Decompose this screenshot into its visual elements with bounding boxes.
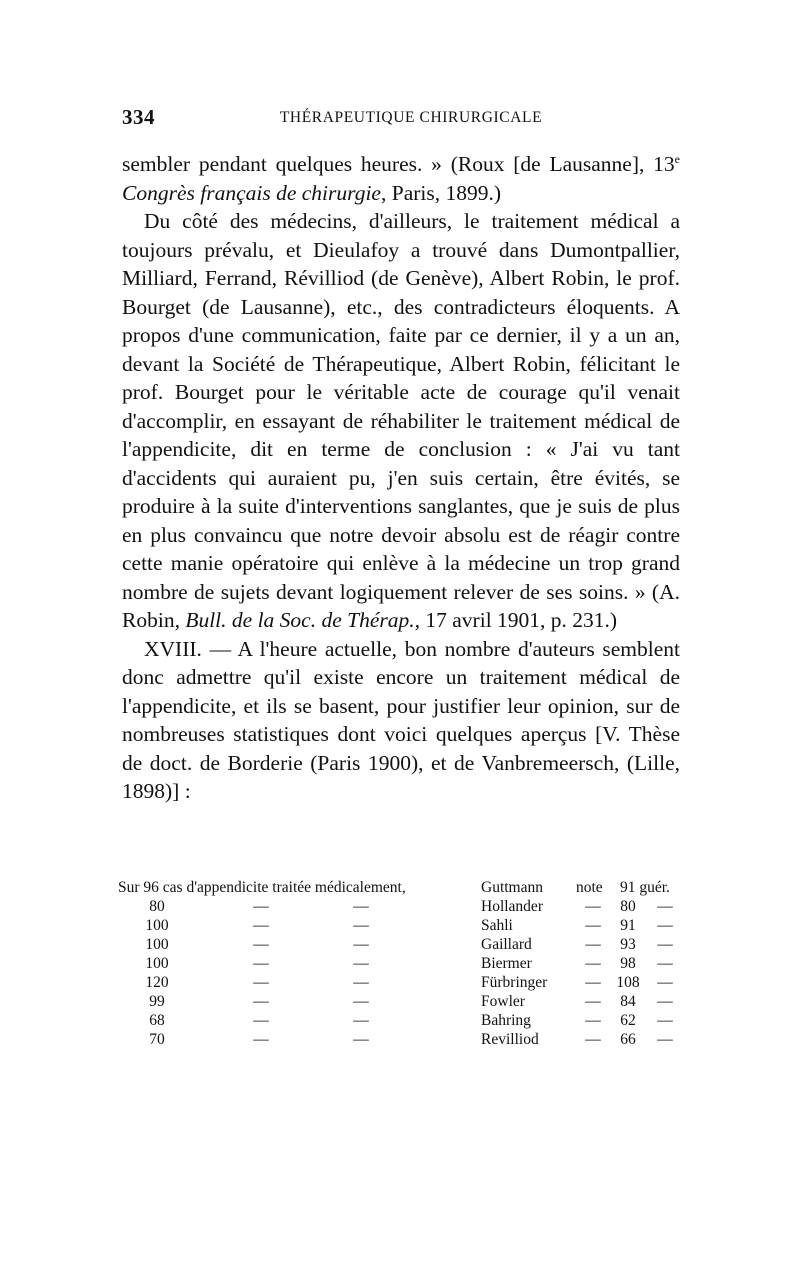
ditto-mark: — bbox=[585, 917, 601, 934]
table-row bbox=[118, 1030, 683, 1049]
row-count: 100 bbox=[145, 955, 169, 972]
running-head: THÉRAPEUTIQUE CHIRURGICALE bbox=[279, 109, 543, 126]
paragraph-1-end: , Paris, 1899.) bbox=[380, 180, 502, 205]
ditto-mark: — bbox=[585, 974, 601, 991]
row-count: 99 bbox=[149, 993, 165, 1010]
ditto-mark: — bbox=[657, 955, 673, 972]
ditto-mark: — bbox=[657, 898, 673, 915]
row-author: Revilliod bbox=[481, 1031, 539, 1048]
ditto-mark: — bbox=[585, 1031, 601, 1048]
row-author: Hollander bbox=[481, 898, 543, 915]
ditto-mark: — bbox=[657, 1012, 673, 1029]
row-author: Bahring bbox=[481, 1012, 531, 1029]
paragraph-1-text: sembler pendant quelques heures. » (Roux [de Lausanne], 13 bbox=[122, 152, 675, 176]
ditto-mark: — bbox=[253, 974, 269, 991]
congress-title: Congrès français de chirurgie bbox=[122, 180, 381, 205]
ditto-mark: — bbox=[657, 917, 673, 934]
ditto-mark: — bbox=[657, 974, 673, 991]
table-header-row bbox=[118, 878, 683, 897]
ditto-mark: — bbox=[585, 955, 601, 972]
table-header-left: Sur 96 cas d'appendicite traitée médicalement, bbox=[118, 879, 406, 896]
ditto-mark: — bbox=[353, 955, 369, 972]
row-author: Fürbringer bbox=[481, 974, 548, 991]
row-cured: 108 bbox=[616, 974, 640, 991]
ordinal-superscript: e bbox=[674, 151, 680, 166]
ditto-mark: — bbox=[353, 917, 369, 934]
ditto-mark: — bbox=[253, 898, 269, 915]
row-cured: 62 bbox=[620, 1012, 636, 1029]
paragraph-2-end: , 17 avril 1901, p. 231.) bbox=[414, 608, 618, 632]
row-count: 100 bbox=[145, 936, 169, 953]
ditto-mark: — bbox=[585, 936, 601, 953]
table-header-author: Guttmann bbox=[481, 879, 543, 896]
row-author: Gaillard bbox=[481, 936, 532, 953]
row-count: 68 bbox=[149, 1012, 165, 1029]
ditto-mark: — bbox=[657, 993, 673, 1010]
table-row bbox=[118, 1011, 683, 1030]
ditto-mark: — bbox=[253, 955, 269, 972]
paragraph-2-text: Du côté des médecins, d'ailleurs, le traitement médical a toujours prévalu, et Dieulafoy a trouvé dans Dumontpallier, Milliard, Ferrand, Révilliod (de Genève), Albert Robin, le prof. Bourget (de Lausanne), etc., des contradicteurs éloquents. A propos d'une communication, faite par ce dernier, il y a un an, devant la Société de Thérapeutique, Albert Robin, félicitant le prof. Bourget pour le véritable acte de courage qu'il venait d'accomplir, en essayant de réhabiliter le traitement médical de l'appendicite, dit en terme de conclusion : « J'ai vu tant d'accidents qui auraient pu, j'en suis certain, être évités, se produire à la suite d'interventions sanglantes, que je suis de plus en plus convaincu que notre devoir absolu est de réagir contre cette manie opératoire qui enlève à la médecine un trop grand nombre de sujets devant logiquement relever de ses soins. » (A. Robin, bbox=[122, 209, 680, 632]
ditto-mark: — bbox=[253, 917, 269, 934]
row-count: 70 bbox=[149, 1031, 165, 1048]
row-author: Biermer bbox=[481, 955, 532, 972]
row-cured: 93 bbox=[620, 936, 636, 953]
ditto-mark: — bbox=[585, 993, 601, 1010]
row-cured: 84 bbox=[620, 993, 636, 1010]
row-cured: 66 bbox=[620, 1031, 636, 1048]
paragraph-1 bbox=[122, 150, 680, 207]
row-count: 120 bbox=[145, 974, 169, 991]
table-header-cured: 91 guér. bbox=[620, 879, 670, 896]
table-row bbox=[118, 954, 683, 973]
ditto-mark: — bbox=[585, 1012, 601, 1029]
ditto-mark: — bbox=[353, 993, 369, 1010]
row-cured: 98 bbox=[620, 955, 636, 972]
table-row bbox=[118, 897, 683, 916]
ditto-mark: — bbox=[585, 898, 601, 915]
row-count: 80 bbox=[149, 898, 165, 915]
ditto-mark: — bbox=[657, 1031, 673, 1048]
table-row bbox=[118, 992, 683, 1011]
statistics-table bbox=[118, 878, 683, 1049]
ditto-mark: — bbox=[253, 1012, 269, 1029]
ditto-mark: — bbox=[253, 936, 269, 953]
ditto-mark: — bbox=[253, 993, 269, 1010]
body-text bbox=[122, 150, 680, 806]
page-number: 334 bbox=[122, 105, 155, 129]
row-author: Sahli bbox=[481, 917, 513, 934]
ditto-mark: — bbox=[353, 936, 369, 953]
table-row bbox=[118, 973, 683, 992]
table-row bbox=[118, 916, 683, 935]
ditto-mark: — bbox=[353, 1031, 369, 1048]
paragraph-2 bbox=[122, 207, 680, 635]
ditto-mark: — bbox=[657, 936, 673, 953]
paragraph-3: XVIII. — A l'heure actuelle, bon nombre d'auteurs semblent donc admettre qu'il existe encore un traitement médical de l'appendicite, et ils se basent, pour justifier leur opinion, sur de nombreuses statistiques dont voici quelques aperçus [V. Thèse de doct. de Borderie (Paris 1900), et de Vanbremeersch, (Lille, 1898)] : bbox=[122, 636, 680, 803]
ditto-mark: — bbox=[353, 974, 369, 991]
journal-title: Bull. de la Soc. de Thérap. bbox=[185, 608, 415, 632]
table-body bbox=[118, 897, 683, 1049]
row-author: Fowler bbox=[481, 993, 525, 1010]
table-row bbox=[118, 935, 683, 954]
page-header bbox=[122, 105, 680, 135]
ditto-mark: — bbox=[353, 1012, 369, 1029]
ditto-mark: — bbox=[353, 898, 369, 915]
row-cured: 80 bbox=[620, 898, 636, 915]
row-count: 100 bbox=[145, 917, 169, 934]
ditto-mark: — bbox=[253, 1031, 269, 1048]
table-header-note: note bbox=[576, 879, 603, 896]
row-cured: 91 bbox=[620, 917, 636, 934]
